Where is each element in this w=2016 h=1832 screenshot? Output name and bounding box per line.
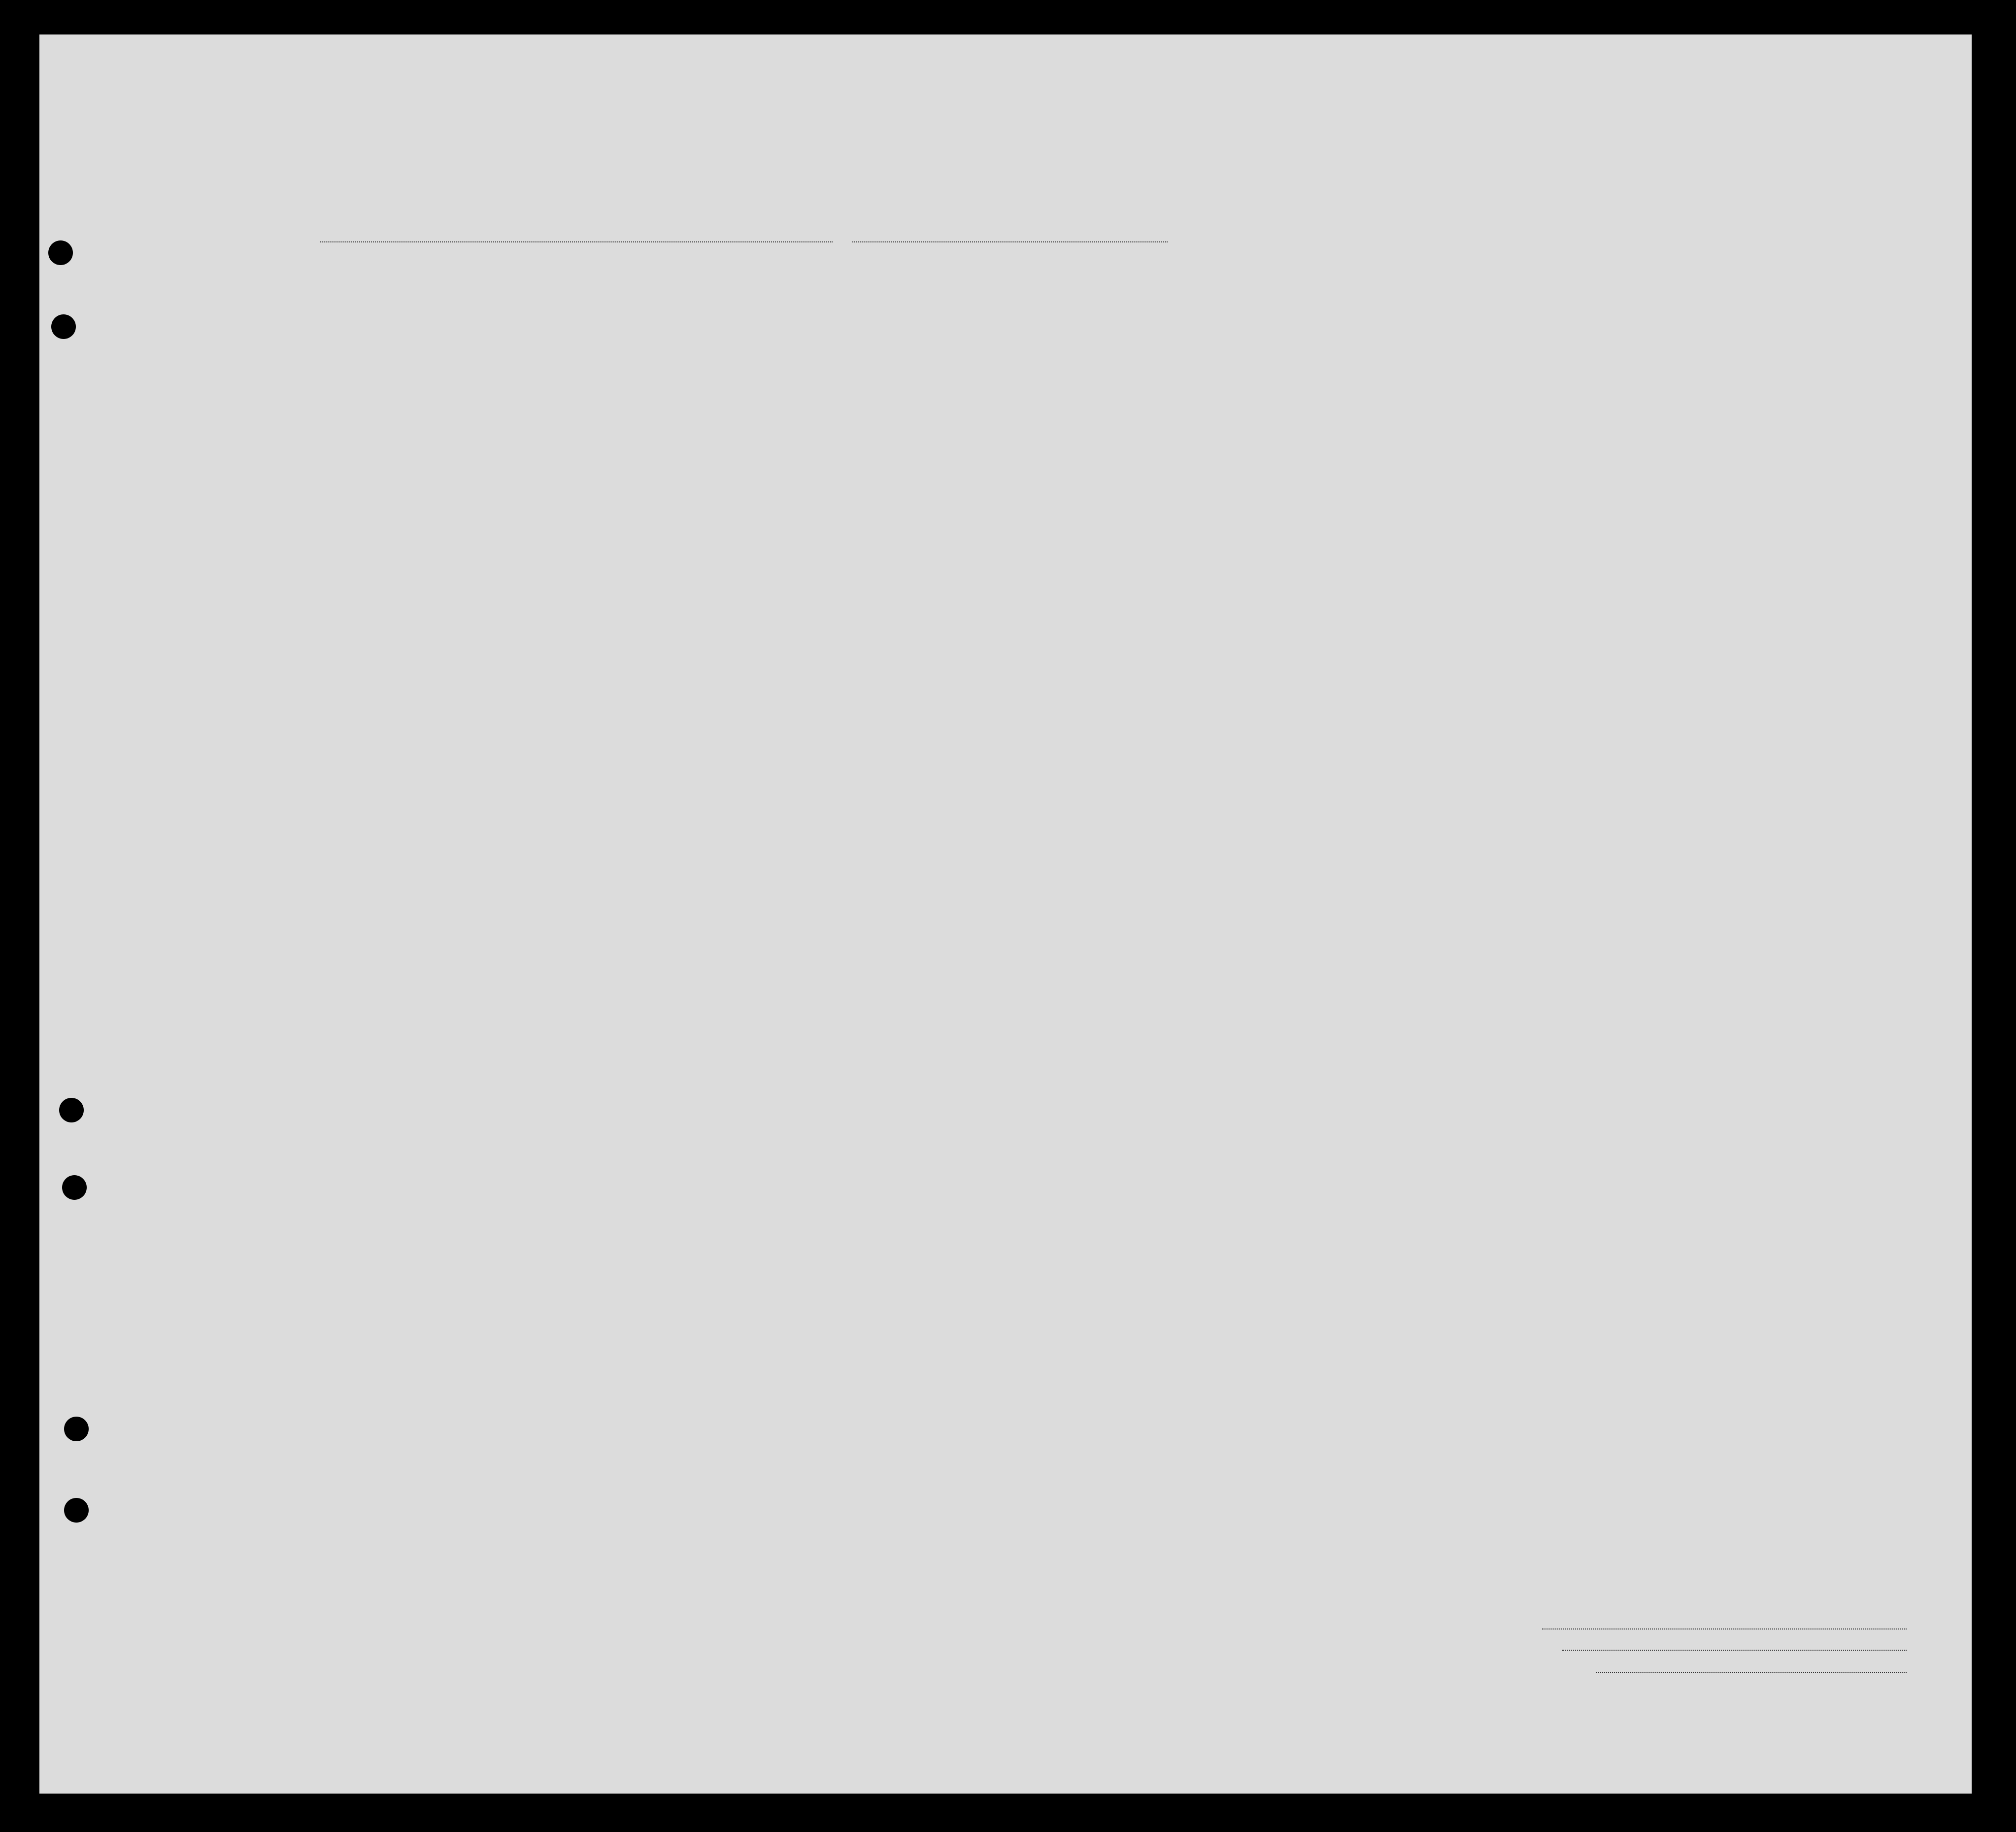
line-dots [1542,1628,1907,1629]
local-agents-dots [1596,1672,1907,1673]
owners-dots [1562,1650,1907,1651]
